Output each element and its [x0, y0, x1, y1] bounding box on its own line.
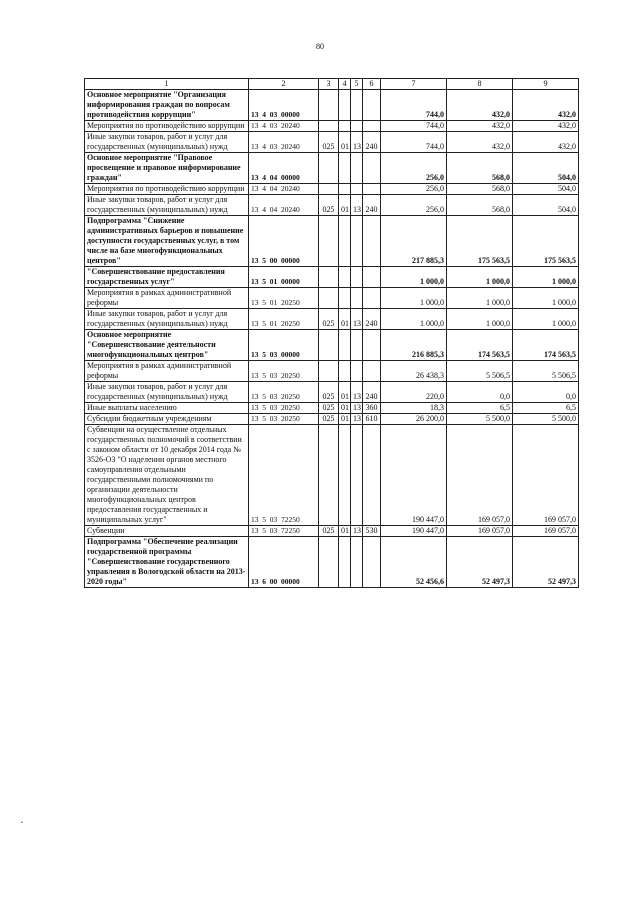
row-ministry-cell: [319, 153, 339, 184]
row-value-col9: 1 000,0: [513, 267, 579, 288]
row-code-cell: 13 4 04 20240: [249, 184, 319, 195]
row-subsection-cell: [351, 90, 363, 121]
row-value-col7: 1 000,0: [381, 267, 447, 288]
row-subsection-cell: 13: [351, 195, 363, 216]
row-value-col7: 216 885,3: [381, 330, 447, 361]
row-ministry-cell: [319, 288, 339, 309]
row-section-cell: 01: [339, 526, 351, 537]
row-section-cell: [339, 288, 351, 309]
header-cell: 8: [447, 79, 513, 90]
row-value-col8: 175 563,5: [447, 216, 513, 267]
row-section-cell: [339, 184, 351, 195]
row-subsection-cell: [351, 288, 363, 309]
row-value-col8: 1 000,0: [447, 288, 513, 309]
table-row: [85, 267, 579, 288]
table-row: [85, 195, 579, 216]
row-ministry-cell: [319, 90, 339, 121]
row-section-cell: 01: [339, 195, 351, 216]
row-ministry-cell: [319, 537, 339, 588]
row-value-col9: 169 057,0: [513, 526, 579, 537]
row-section-cell: [339, 267, 351, 288]
row-code-cell: 13 5 03 00000: [249, 330, 319, 361]
row-section-cell: 01: [339, 403, 351, 414]
row-value-col9: 175 563,5: [513, 216, 579, 267]
row-subsection-cell: 13: [351, 403, 363, 414]
row-subsection-cell: [351, 121, 363, 132]
row-ministry-cell: [319, 184, 339, 195]
header-cell: 7: [381, 79, 447, 90]
row-code-cell: 13 4 03 20240: [249, 121, 319, 132]
row-value-col8: 5 506,5: [447, 361, 513, 382]
row-value-col8: 52 497,3: [447, 537, 513, 588]
row-ministry-cell: 025: [319, 403, 339, 414]
row-code-cell: 13 4 03 20240: [249, 132, 319, 153]
row-ministry-cell: [319, 267, 339, 288]
row-value-col8: 174 563,5: [447, 330, 513, 361]
row-name-cell: "Совершенствование предоставления государственных услуг": [85, 267, 249, 288]
row-value-col9: 169 057,0: [513, 425, 579, 526]
row-value-col8: 6,5: [447, 403, 513, 414]
table-row: [85, 184, 579, 195]
row-section-cell: 01: [339, 132, 351, 153]
row-expense-type-cell: [363, 121, 381, 132]
row-value-col7: 256,0: [381, 195, 447, 216]
table-row: [85, 382, 579, 403]
row-value-col8: 0,0: [447, 382, 513, 403]
row-code-cell: 13 5 01 00000: [249, 267, 319, 288]
row-value-col7: 52 456,6: [381, 537, 447, 588]
row-value-col9: 1 000,0: [513, 309, 579, 330]
row-value-col7: 18,3: [381, 403, 447, 414]
row-name-cell: Подпрограмма "Обеспечение реализации государственной программы "Совершенствование государственного управления в Вологодской области на 2013-2020 годы": [85, 537, 249, 588]
row-value-col7: 26 438,3: [381, 361, 447, 382]
row-subsection-cell: 13: [351, 382, 363, 403]
row-ministry-cell: 025: [319, 526, 339, 537]
table-row: [85, 330, 579, 361]
row-subsection-cell: [351, 153, 363, 184]
row-name-cell: Иные закупки товаров, работ и услуг для государственных (муниципальных) нужд: [85, 382, 249, 403]
row-value-col9: 504,0: [513, 184, 579, 195]
row-value-col8: 568,0: [447, 195, 513, 216]
table-row: [85, 414, 579, 425]
header-cell: 3: [319, 79, 339, 90]
table-row: [85, 526, 579, 537]
row-expense-type-cell: [363, 90, 381, 121]
row-code-cell: 13 5 03 72250: [249, 526, 319, 537]
row-value-col8: 1 000,0: [447, 309, 513, 330]
row-value-col9: 432,0: [513, 132, 579, 153]
row-value-col9: 504,0: [513, 195, 579, 216]
row-code-cell: 13 5 03 20250: [249, 361, 319, 382]
column-number-row: [85, 79, 579, 90]
row-code-cell: 13 5 03 20250: [249, 414, 319, 425]
row-name-cell: Иные закупки товаров, работ и услуг для государственных (муниципальных) нужд: [85, 309, 249, 330]
row-subsection-cell: [351, 267, 363, 288]
header-cell: 4: [339, 79, 351, 90]
row-code-cell: 13 5 03 72250: [249, 425, 319, 526]
row-expense-type-cell: [363, 288, 381, 309]
header-cell: 2: [249, 79, 319, 90]
row-section-cell: [339, 330, 351, 361]
row-name-cell: Мероприятия в рамках административной реформы: [85, 361, 249, 382]
row-name-cell: Субвенции на осуществление отдельных государственных полномочий в соответствии с законом области от 10 декабря 2014 года № 3526-ОЗ "О наделении органов местного самоуправления отдельными государственными полномочиями по организации деятельности многофункциональных центров предоставления государственных и муниципальных услуг": [85, 425, 249, 526]
table-row: [85, 216, 579, 267]
row-value-col9: 5 506,5: [513, 361, 579, 382]
row-value-col9: 432,0: [513, 121, 579, 132]
row-name-cell: Основное мероприятие "Совершенствование деятельности многофункциональных центров": [85, 330, 249, 361]
row-value-col7: 190 447,0: [381, 425, 447, 526]
row-ministry-cell: 025: [319, 132, 339, 153]
row-code-cell: 13 4 03 00000: [249, 90, 319, 121]
row-section-cell: [339, 121, 351, 132]
table-row: [85, 403, 579, 414]
row-value-col9: 52 497,3: [513, 537, 579, 588]
row-name-cell: Подпрограмма "Снижение административных барьеров и повышение доступности государственных услуг, в том числе на базе многофункциональных центров": [85, 216, 249, 267]
row-section-cell: 01: [339, 309, 351, 330]
row-expense-type-cell: [363, 330, 381, 361]
row-code-cell: 13 5 00 00000: [249, 216, 319, 267]
row-name-cell: Субсидии бюджетным учреждениям: [85, 414, 249, 425]
row-name-cell: Мероприятия в рамках административной реформы: [85, 288, 249, 309]
row-section-cell: [339, 153, 351, 184]
row-value-col7: 256,0: [381, 153, 447, 184]
row-expense-type-cell: 240: [363, 382, 381, 403]
table-row: [85, 309, 579, 330]
table-row: [85, 425, 579, 526]
table-row: [85, 537, 579, 588]
row-value-col8: 432,0: [447, 90, 513, 121]
row-ministry-cell: [319, 425, 339, 526]
row-value-col9: 5 500,0: [513, 414, 579, 425]
row-expense-type-cell: [363, 361, 381, 382]
row-value-col9: 6,5: [513, 403, 579, 414]
row-value-col9: 432,0: [513, 90, 579, 121]
row-section-cell: [339, 537, 351, 588]
row-subsection-cell: [351, 184, 363, 195]
row-value-col8: 432,0: [447, 121, 513, 132]
row-subsection-cell: [351, 330, 363, 361]
table-row: [85, 288, 579, 309]
row-section-cell: [339, 361, 351, 382]
row-name-cell: Основное мероприятие "Правовое просвещение и правовое информирование граждан": [85, 153, 249, 184]
row-code-cell: 13 5 01 20250: [249, 309, 319, 330]
row-value-col7: 26 200,0: [381, 414, 447, 425]
row-value-col8: 169 057,0: [447, 526, 513, 537]
table-row: [85, 153, 579, 184]
header-cell: 9: [513, 79, 579, 90]
row-value-col7: 1 000,0: [381, 309, 447, 330]
row-code-cell: 13 5 03 20250: [249, 403, 319, 414]
row-name-cell: Мероприятия по противодействию коррупции: [85, 184, 249, 195]
row-name-cell: Субвенции: [85, 526, 249, 537]
row-ministry-cell: [319, 216, 339, 267]
row-ministry-cell: [319, 121, 339, 132]
row-ministry-cell: 025: [319, 414, 339, 425]
row-section-cell: [339, 216, 351, 267]
row-subsection-cell: [351, 361, 363, 382]
row-value-col9: 504,0: [513, 153, 579, 184]
row-value-col8: 1 000,0: [447, 267, 513, 288]
header-cell: 1: [85, 79, 249, 90]
row-value-col9: 174 563,5: [513, 330, 579, 361]
row-value-col8: 568,0: [447, 184, 513, 195]
row-ministry-cell: 025: [319, 382, 339, 403]
row-ministry-cell: [319, 361, 339, 382]
row-value-col8: 5 500,0: [447, 414, 513, 425]
row-name-cell: Иные закупки товаров, работ и услуг для государственных (муниципальных) нужд: [85, 132, 249, 153]
row-value-col7: 744,0: [381, 132, 447, 153]
row-name-cell: Иные выплаты населению: [85, 403, 249, 414]
row-expense-type-cell: [363, 216, 381, 267]
row-expense-type-cell: [363, 267, 381, 288]
row-subsection-cell: [351, 425, 363, 526]
row-section-cell: [339, 90, 351, 121]
row-value-col7: 1 000,0: [381, 288, 447, 309]
table-row: [85, 361, 579, 382]
page-number: 80: [316, 42, 324, 51]
row-expense-type-cell: 240: [363, 132, 381, 153]
row-expense-type-cell: 240: [363, 309, 381, 330]
row-name-cell: Основное мероприятие "Организация информирования граждан по вопросам противодействия коррупции": [85, 90, 249, 121]
row-value-col9: 1 000,0: [513, 288, 579, 309]
row-value-col7: 190 447,0: [381, 526, 447, 537]
row-ministry-cell: 025: [319, 195, 339, 216]
row-code-cell: 13 5 01 20250: [249, 288, 319, 309]
row-subsection-cell: 13: [351, 526, 363, 537]
row-value-col7: 256,0: [381, 184, 447, 195]
row-value-col8: 432,0: [447, 132, 513, 153]
row-value-col7: 220,0: [381, 382, 447, 403]
table-row: [85, 121, 579, 132]
row-subsection-cell: 13: [351, 414, 363, 425]
row-value-col7: 744,0: [381, 90, 447, 121]
table-row: [85, 90, 579, 121]
row-expense-type-cell: 610: [363, 414, 381, 425]
row-value-col9: 0,0: [513, 382, 579, 403]
row-value-col8: 568,0: [447, 153, 513, 184]
row-subsection-cell: [351, 537, 363, 588]
row-expense-type-cell: [363, 184, 381, 195]
row-value-col7: 744,0: [381, 121, 447, 132]
margin-mark: ·: [20, 815, 24, 829]
row-code-cell: 13 6 00 00000: [249, 537, 319, 588]
row-ministry-cell: 025: [319, 309, 339, 330]
row-value-col7: 217 885,3: [381, 216, 447, 267]
row-name-cell: Мероприятия по противодействию коррупции: [85, 121, 249, 132]
row-expense-type-cell: 240: [363, 195, 381, 216]
row-section-cell: 01: [339, 414, 351, 425]
row-section-cell: [339, 425, 351, 526]
row-expense-type-cell: [363, 425, 381, 526]
budget-table: [84, 78, 579, 588]
row-subsection-cell: 13: [351, 309, 363, 330]
row-code-cell: 13 5 03 20250: [249, 382, 319, 403]
row-subsection-cell: 13: [351, 132, 363, 153]
row-code-cell: 13 4 04 00000: [249, 153, 319, 184]
header-cell: 6: [363, 79, 381, 90]
row-expense-type-cell: [363, 153, 381, 184]
row-value-col8: 169 057,0: [447, 425, 513, 526]
row-expense-type-cell: 530: [363, 526, 381, 537]
table-row: [85, 132, 579, 153]
row-subsection-cell: [351, 216, 363, 267]
row-name-cell: Иные закупки товаров, работ и услуг для государственных (муниципальных) нужд: [85, 195, 249, 216]
row-section-cell: 01: [339, 382, 351, 403]
row-code-cell: 13 4 04 20240: [249, 195, 319, 216]
row-expense-type-cell: [363, 537, 381, 588]
row-expense-type-cell: 360: [363, 403, 381, 414]
row-ministry-cell: [319, 330, 339, 361]
header-cell: 5: [351, 79, 363, 90]
